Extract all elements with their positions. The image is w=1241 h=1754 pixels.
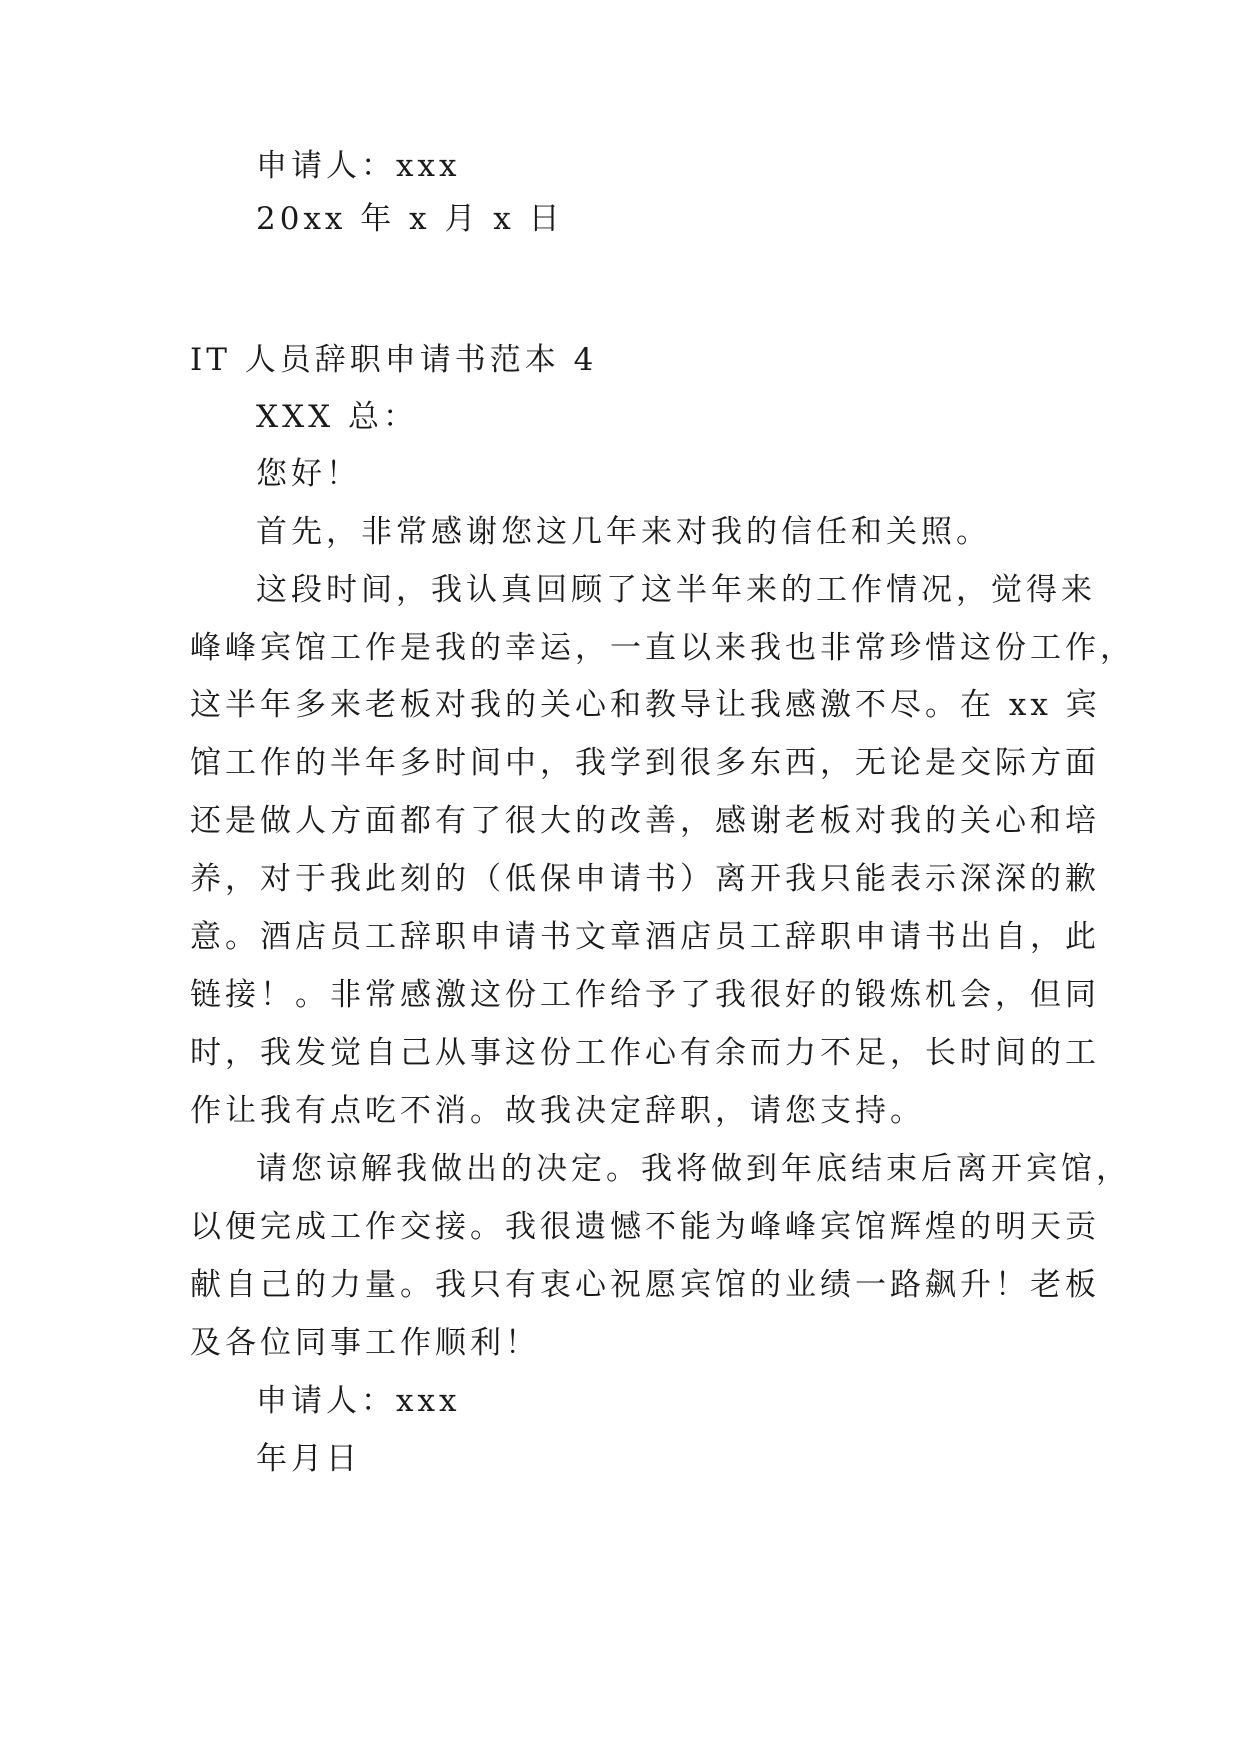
- paragraph-2-line-4: 馆工作的半年多时间中，我学到很多东西，无论是交际方面: [190, 745, 1100, 781]
- salutation: XXX 总：: [256, 399, 419, 435]
- paragraph-2-line-7: 意。酒店员工辞职申请书文章酒店员工辞职申请书出自，此: [190, 919, 1100, 955]
- paragraph-2-line-2: 峰峰宾馆工作是我的幸运，一直以来我也非常珍惜这份工作，: [190, 630, 1135, 666]
- greeting: 您好！: [256, 456, 361, 492]
- paragraph-2-line-10: 作让我有点吃不消。故我决定辞职，请您支持。: [190, 1093, 925, 1129]
- paragraph-3-line-3: 献自己的力量。我只有衷心祝愿宾馆的业绩一路飙升！老板: [190, 1267, 1100, 1303]
- date-line: 年月日: [256, 1441, 361, 1477]
- date-line-top: 20xx 年 x 月 x 日: [256, 201, 564, 237]
- applicant-line: 申请人：xxx: [256, 1383, 461, 1419]
- paragraph-3-line-2: 以便完成工作交接。我很遗憾不能为峰峰宾馆辉煌的明天贡: [190, 1209, 1100, 1245]
- paragraph-2-line-6: 养，对于我此刻的（低保申请书）离开我只能表示深深的歉: [190, 861, 1100, 897]
- paragraph-1: 首先，非常感谢您这几年来对我的信任和关照。: [256, 514, 991, 550]
- paragraph-3-line-4: 及各位同事工作顺利！: [190, 1325, 540, 1361]
- paragraph-2-line-9: 时，我发觉自己从事这份工作心有余而力不足，长时间的工: [190, 1035, 1100, 1071]
- paragraph-2-line-5: 还是做人方面都有了很大的改善，感谢老板对我的关心和培: [190, 803, 1100, 839]
- applicant-line-top: 申请人：xxx: [256, 148, 461, 184]
- paragraph-2-line-8: 链接！。非常感激这份工作给予了我很好的锻炼机会，但同: [190, 977, 1100, 1013]
- paragraph-2-line-1: 这段时间，我认真回顾了这半年来的工作情况，觉得来: [256, 572, 1096, 608]
- letter-title: IT 人员辞职申请书范本 4: [190, 342, 598, 378]
- paragraph-3-line-1: 请您谅解我做出的决定。我将做到年底结束后离开宾馆，: [256, 1151, 1131, 1187]
- paragraph-2-line-3: 这半年多来老板对我的关心和教导让我感激不尽。在 xx 宾: [190, 687, 1101, 723]
